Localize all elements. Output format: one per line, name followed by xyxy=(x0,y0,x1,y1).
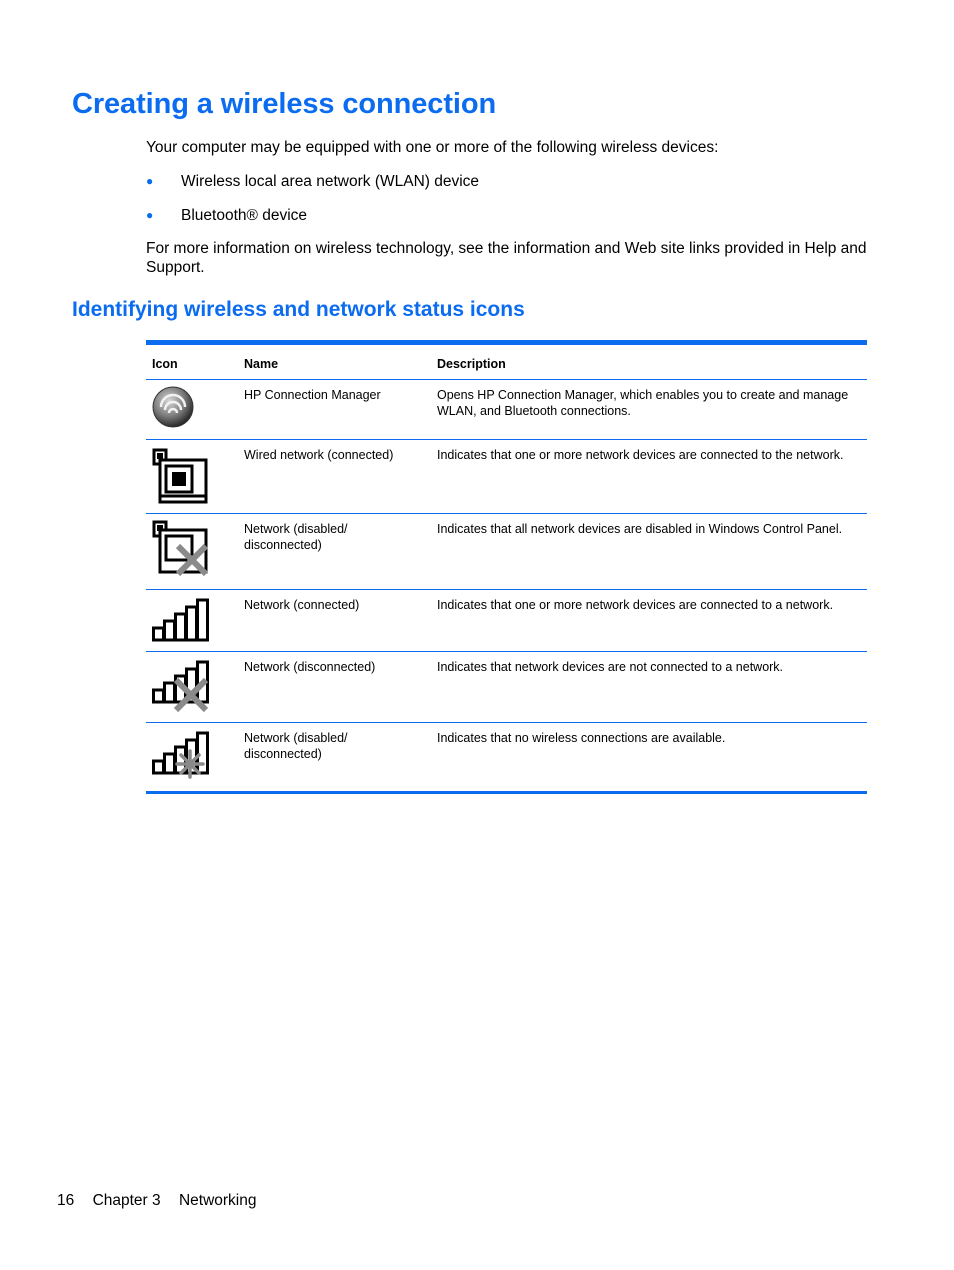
row-name: Network (disconnected) xyxy=(244,660,376,674)
row-name: Network (disabled/ disconnected) xyxy=(244,731,348,761)
list-item-text: Bluetooth® device xyxy=(181,207,308,224)
row-description: Opens HP Connection Manager, which enables you to create and manage WLAN, and Bluetooth connections. xyxy=(437,388,849,418)
column-header-description: Description xyxy=(437,357,506,371)
page-number: 16 xyxy=(57,1192,75,1209)
table-row xyxy=(146,439,867,513)
section-title: Identifying wireless and network status icons xyxy=(72,298,525,321)
row-name: Wired network (connected) xyxy=(244,448,394,462)
row-description: Indicates that one or more network devices are connected to a network. xyxy=(437,598,834,612)
table-row xyxy=(146,722,867,791)
list-item-text: Wireless local area network (WLAN) device xyxy=(181,173,480,190)
row-name: Network (connected) xyxy=(244,598,360,612)
row-name: HP Connection Manager xyxy=(244,388,381,402)
row-description: Indicates that no wireless connections are available. xyxy=(437,731,726,745)
wireless-network-connected-icon xyxy=(152,598,210,642)
bullet-icon: ● xyxy=(146,174,154,188)
column-header-icon: Icon xyxy=(152,357,178,371)
page-title: Creating a wireless connection xyxy=(72,88,497,120)
footer-chapter: Chapter 3 xyxy=(92,1192,161,1209)
wired-network-disabled-icon xyxy=(152,520,210,578)
wired-network-connected-icon xyxy=(152,448,208,504)
page-footer xyxy=(57,1192,270,1210)
table-row xyxy=(146,379,867,439)
row-name: Network (disabled/ disconnected) xyxy=(244,522,348,552)
table-row xyxy=(146,513,867,589)
footer-section: Networking xyxy=(178,1192,257,1209)
bullet-icon: ● xyxy=(146,208,154,222)
wireless-network-disconnected-icon xyxy=(152,660,210,712)
status-icons-table xyxy=(146,340,867,794)
row-description: Indicates that one or more network devices are connected to the network. xyxy=(437,448,844,462)
intro-text: Your computer may be equipped with one or more of the following wireless devices: xyxy=(146,139,719,156)
more-info-text: For more information on wireless technology, see the information and Web site links provided in Help and Support. xyxy=(146,240,867,276)
table-row xyxy=(146,589,867,651)
hp-connection-manager-icon xyxy=(152,385,194,429)
wireless-network-disabled-icon xyxy=(152,731,210,779)
table-header-row xyxy=(146,345,867,379)
row-description: Indicates that network devices are not connected to a network. xyxy=(437,660,784,674)
column-header-name: Name xyxy=(244,357,279,371)
table-row xyxy=(146,651,867,722)
row-description: Indicates that all network devices are disabled in Windows Control Panel. xyxy=(437,522,843,536)
